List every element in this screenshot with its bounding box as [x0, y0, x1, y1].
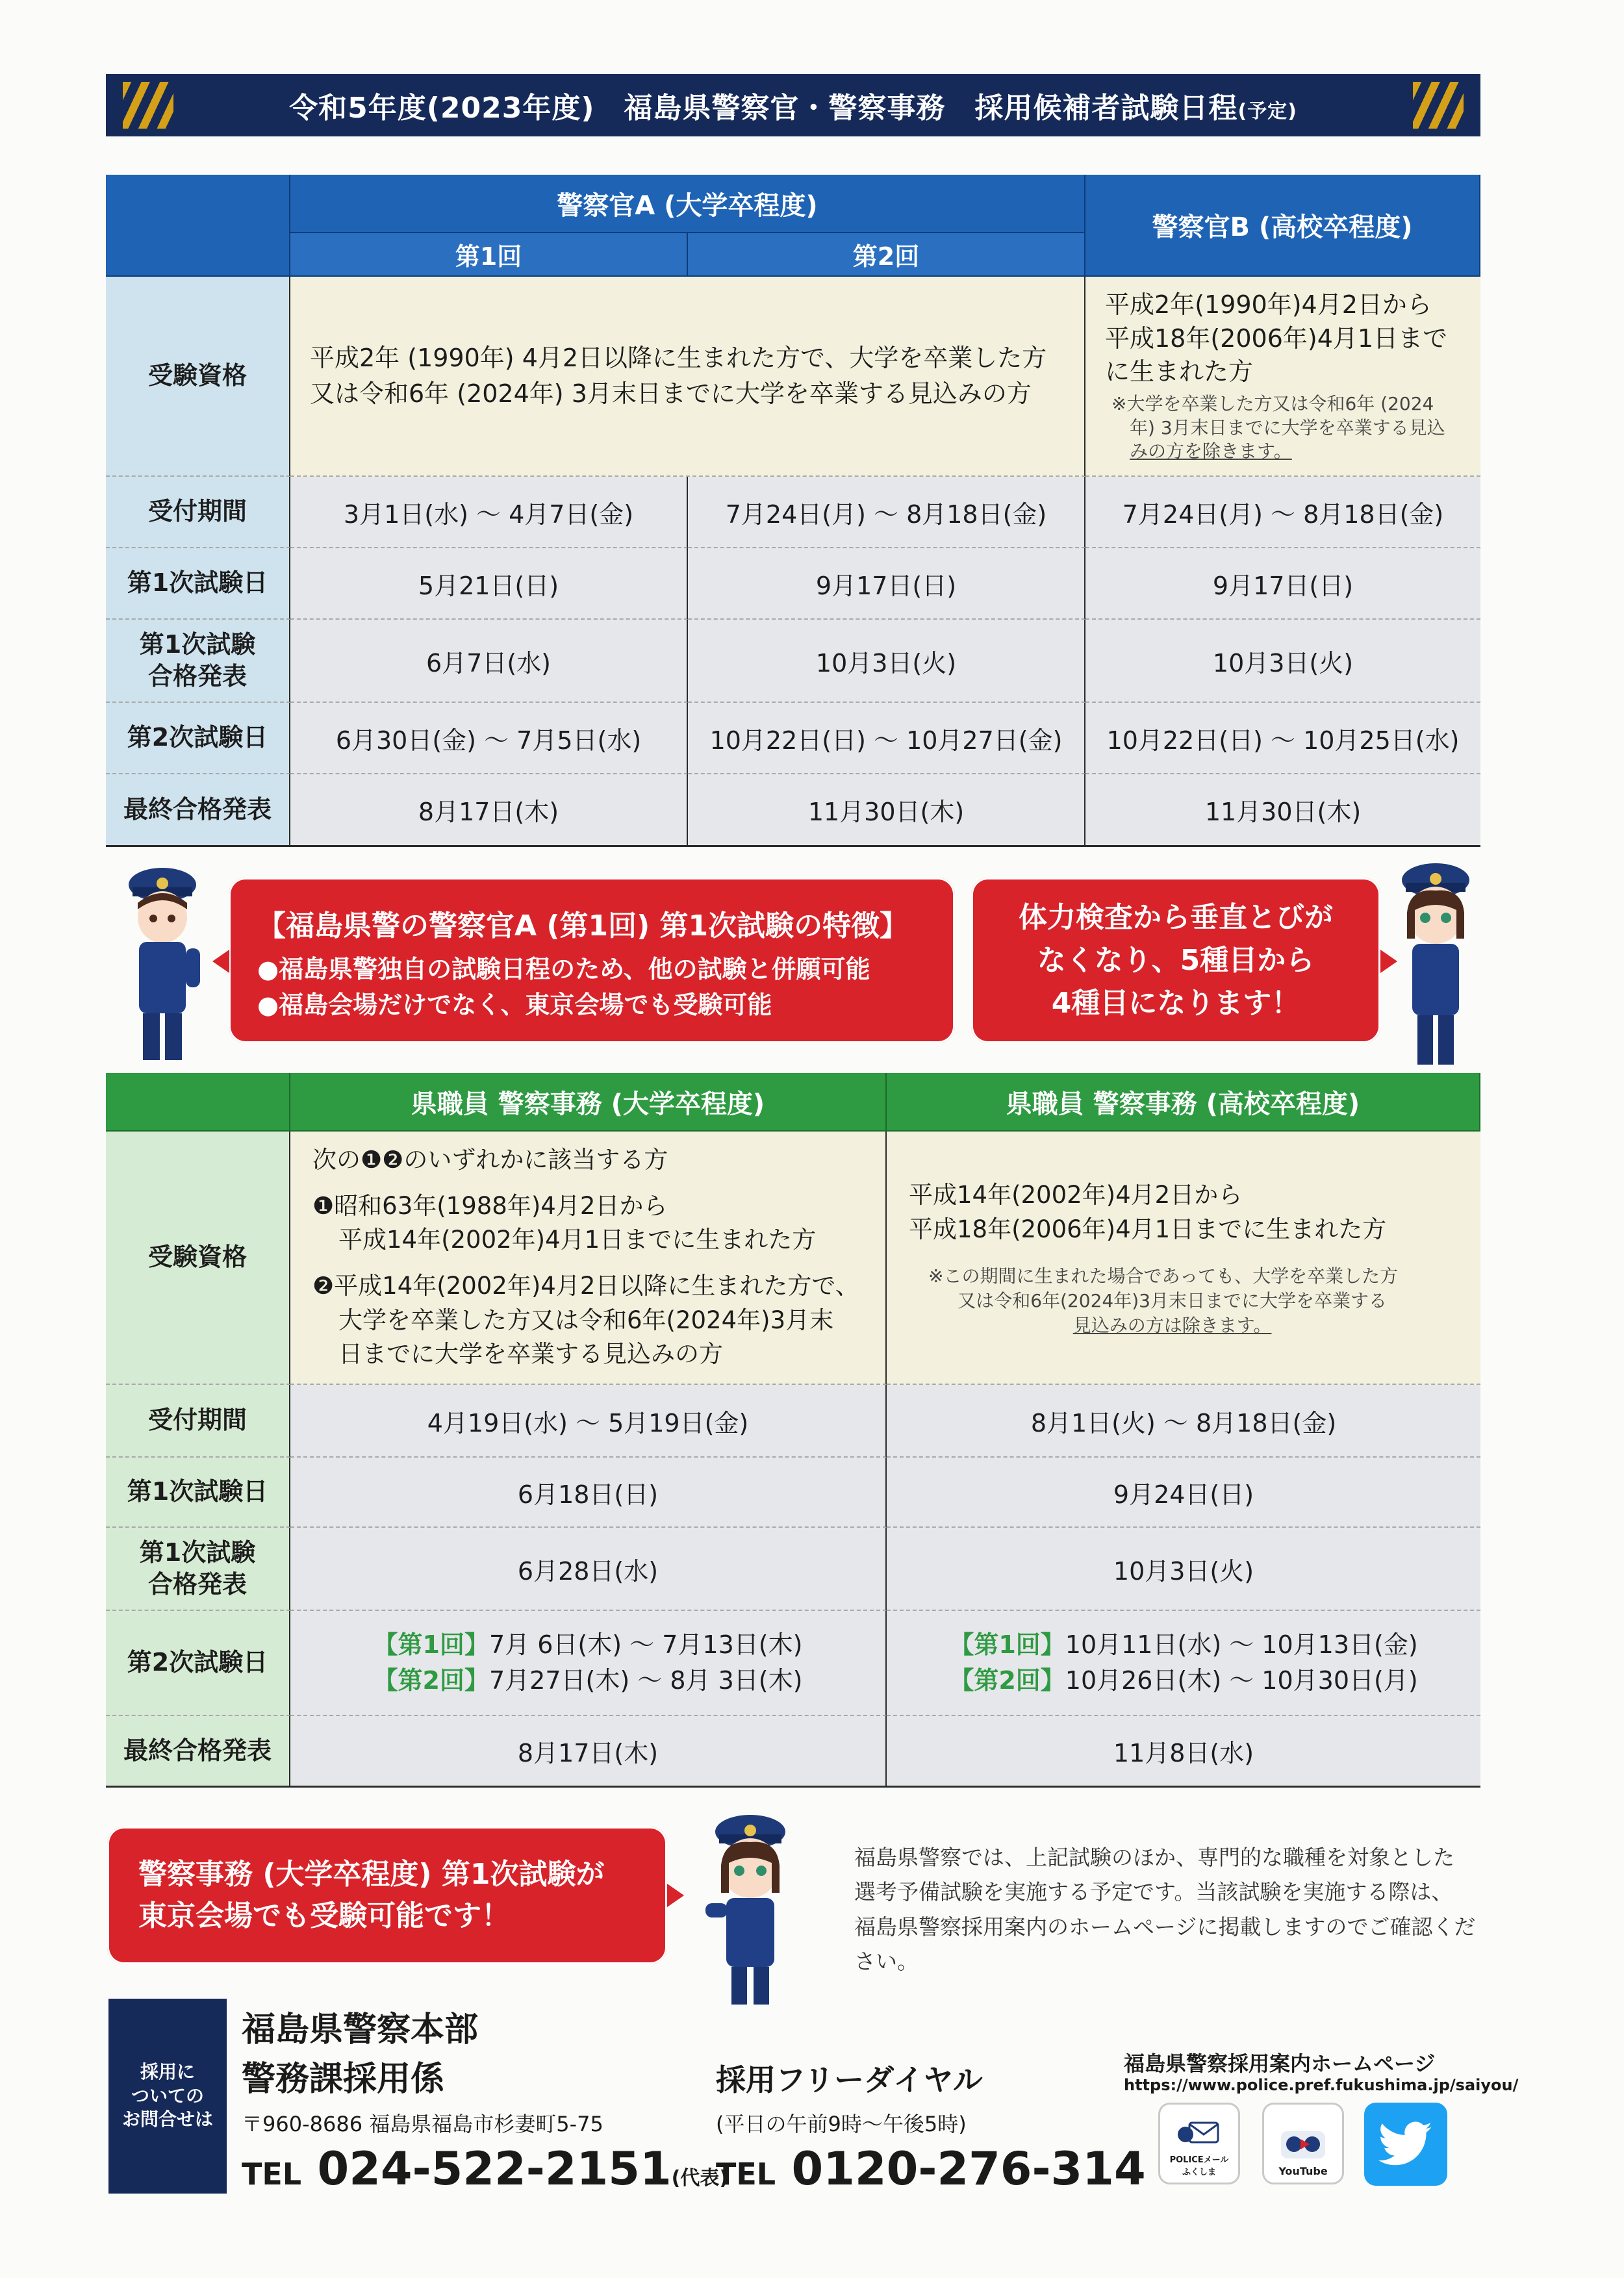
police-staff-schedule-table: [106, 1073, 1480, 1794]
header-police-a: 警察官A (大学卒程度): [290, 175, 1085, 233]
free-dial-phone[interactable]: TEL 0120-276-314: [716, 2142, 1146, 2196]
callout-pointer: [1380, 950, 1397, 973]
row-label-first-exam-results: 第1次試験 合格発表: [106, 1528, 290, 1611]
table-cell: 6月18日(日): [290, 1458, 887, 1528]
second-exam-round2: 【第2回】7月27日(木) ～ 8月 3日(木): [373, 1666, 803, 1695]
second-exam-round2: 【第2回】10月26日(木) ～ 10月30日(月): [949, 1666, 1418, 1695]
title-bar: [106, 74, 1480, 136]
row-label-first-exam-date: 第1次試験日: [106, 1458, 290, 1528]
callout-item: ●福島会場だけでなく、東京会場でも受験可能: [257, 991, 772, 1020]
table-cell: [290, 1611, 887, 1716]
row-label-second-exam-date: 第2次試験日: [106, 703, 290, 774]
callout-line: 4種目になります！: [1051, 986, 1300, 1020]
male-officer-illustration: [110, 857, 214, 1065]
callout-line: 東京会場でも受験可能です！: [138, 1899, 510, 1932]
row-label-application-period: 受付期間: [106, 477, 290, 548]
qualification-line: 平成14年(2002年)4月1日までに生まれた方: [338, 1226, 817, 1254]
tokyo-venue-callout: [107, 1827, 667, 1964]
notice-line: 選考予備試験を実施する予定です。当該試験を実施する際は、: [854, 1879, 1453, 1905]
table-cell: 11月8日(水): [887, 1716, 1480, 1788]
table-cell: 8月17日(木): [290, 774, 688, 847]
table-cell: 11月30日(木): [1085, 774, 1480, 847]
hq-name: 福島県警察本部: [242, 2010, 479, 2049]
female-officer-illustration: [695, 1806, 806, 2007]
row-label-application-period: 受付期間: [106, 1385, 290, 1458]
qualification-staff-highschool: [887, 1132, 1480, 1385]
police-a-features-callout: [229, 878, 955, 1043]
second-exam-round1: 【第1回】10月11日(水) ～ 10月13日(金): [949, 1630, 1418, 1659]
table-corner: [106, 175, 290, 277]
row-label-qualification: 受験資格: [106, 277, 290, 477]
table-cell: 4月19日(水) ～ 5月19日(金): [290, 1385, 887, 1458]
qualification-line: ❶昭和63年(1988年)4月2日から: [312, 1191, 668, 1220]
table-cell: 9月17日(日): [688, 548, 1085, 620]
table-cell: 10月3日(火): [887, 1528, 1480, 1611]
contact-label-box: 採用に ついての お問合せは: [108, 1999, 227, 2194]
qualification-b-line: 平成18年(2006年)4月1日まで: [1105, 323, 1448, 353]
header-staff-university: 県職員 警察事務 (大学卒程度): [290, 1073, 887, 1132]
qualification-b-line: 平成2年(1990年)4月2日から: [1105, 290, 1432, 320]
notice-line: 福島県警察採用案内のホームページに掲載しますのでご確認くだ: [854, 1914, 1476, 1940]
header-police-a-round2: 第2回: [688, 233, 1085, 277]
police-mail-icon[interactable]: POLICEメール ふくしま: [1158, 2103, 1240, 2184]
qualification-line: 大学を卒業した方又は令和6年(2024年)3月末: [338, 1306, 834, 1334]
callout-pointer: [667, 1884, 684, 1907]
table-corner: [106, 1073, 290, 1132]
callout-pointer: [212, 950, 229, 973]
qualification-line: ❷平成14年(2002年)4月2日以降に生まれた方で、: [312, 1272, 859, 1300]
table-cell: 9月24日(日): [887, 1458, 1480, 1528]
youtube-characters-icon: [1277, 2126, 1329, 2162]
row-label-qualification: 受験資格: [106, 1132, 290, 1385]
callout-line: 警察事務 (大学卒程度) 第1次試験が: [138, 1858, 605, 1892]
qualification-line: 平成18年(2006年)4月1日までに生まれた方: [909, 1215, 1387, 1244]
qualification-line: 平成14年(2002年)4月2日から: [909, 1180, 1243, 1209]
qualification-note: ※この期間に生まれた場合であっても、大学を卒業した方 又は令和6年(2024年)3月末日までに大学を卒業する 見込みの方は除きます。: [928, 1265, 1399, 1336]
table-cell: 6月7日(水): [290, 620, 688, 703]
table-cell: 10月22日(日) ～ 10月25日(水): [1085, 703, 1480, 774]
table-cell: 3月1日(水) ～ 4月7日(金): [290, 477, 688, 548]
homepage-url[interactable]: https://www.police.pref.fukushima.jp/saiyou/: [1124, 2076, 1519, 2094]
row-label-final-results: 最終合格発表: [106, 774, 290, 847]
homepage-title: 福島県警察採用案内ホームページ: [1124, 2051, 1436, 2076]
qualification-b-line: に生まれた方: [1105, 357, 1254, 386]
table-cell: 9月17日(日): [1085, 548, 1480, 620]
table-cell: 11月30日(木): [688, 774, 1085, 847]
qualification-line: 日までに大学を卒業する見込みの方: [338, 1340, 723, 1369]
qualification-a-line: 平成2年 (1990年) 4月2日以降に生まれた方で、大学を卒業した方: [310, 343, 1047, 372]
header-police-b: 警察官B (高校卒程度): [1085, 175, 1480, 277]
qualification-b-note: ※大学を卒業した方又は令和6年 (2024 年) 3月末日までに大学を卒業する見込 みの方を除きます。: [1111, 393, 1445, 462]
hq-department: 警務課採用係: [242, 2060, 445, 2099]
header-police-a-round1: 第1回: [290, 233, 688, 277]
other-exams-notice: [854, 1840, 1491, 1979]
table-cell: 10月22日(日) ～ 10月27日(金): [688, 703, 1085, 774]
callout-line: なくなり、5種目から: [1037, 943, 1315, 977]
twitter-icon[interactable]: [1364, 2103, 1447, 2186]
page-title: 令和5年度(2023年度) 福島県警察官・警察事務 採用候補者試験日程(予定): [289, 92, 1297, 125]
youtube-icon[interactable]: YouTube: [1262, 2103, 1344, 2184]
title-stripe-left: [123, 82, 173, 129]
table-cell: 8月1日(火) ～ 8月18日(金): [887, 1385, 1480, 1458]
free-dial-hours: (平日の午前9時～午後5時): [716, 2112, 967, 2136]
qualification-police-a: [290, 277, 1085, 477]
qualification-police-b: [1085, 277, 1480, 477]
table-cell: 7月24日(月) ～ 8月18日(金): [1085, 477, 1480, 548]
title-stripe-right: [1413, 82, 1464, 129]
table-cell: 10月3日(火): [688, 620, 1085, 703]
header-staff-highschool: 県職員 警察事務 (高校卒程度): [887, 1073, 1480, 1132]
callout-heading: 【福島県警の警察官A (第1回) 第1次試験の特徴】: [257, 909, 909, 943]
row-label-final-results: 最終合格発表: [106, 1716, 290, 1788]
hq-address: 〒960-8686 福島県福島市杉妻町5-75: [242, 2112, 603, 2136]
callout-line: 体力検査から垂直とびが: [1019, 900, 1333, 934]
table-cell: [887, 1611, 1480, 1716]
table-cell: 7月24日(月) ～ 8月18日(金): [688, 477, 1085, 548]
fitness-test-callout: [971, 878, 1380, 1043]
row-label-first-exam-results: 第1次試験 合格発表: [106, 620, 290, 703]
free-dial-label: 採用フリーダイヤル: [716, 2062, 983, 2097]
table-cell: 6月28日(水): [290, 1528, 887, 1611]
main-phone[interactable]: TEL 024-522-2151(代表): [242, 2142, 729, 2196]
mail-icon: [1176, 2118, 1222, 2150]
table-cell: 5月21日(日): [290, 548, 688, 620]
table-cell: 8月17日(木): [290, 1716, 887, 1788]
table-cell: 6月30日(金) ～ 7月5日(水): [290, 703, 688, 774]
police-officer-schedule-table: [106, 175, 1480, 847]
twitter-bird-icon: [1378, 2121, 1433, 2167]
second-exam-round1: 【第1回】7月 6日(木) ～ 7月13日(木): [373, 1630, 803, 1659]
notice-line: 福島県警察では、上記試験のほか、専門的な職種を対象とした: [854, 1845, 1454, 1870]
qualification-line: 次の❶❷のいずれかに該当する方: [312, 1146, 668, 1174]
notice-line: さい。: [854, 1949, 919, 1975]
female-officer-illustration: [1384, 854, 1488, 1069]
callout-item: ●福島県警独自の試験日程のため、他の試験と併願可能: [257, 955, 870, 983]
qualification-staff-university: [290, 1132, 887, 1385]
row-label-first-exam-date: 第1次試験日: [106, 548, 290, 620]
qualification-a-line: 又は令和6年 (2024年) 3月末日までに大学を卒業する見込みの方: [310, 379, 1032, 408]
table-cell: 10月3日(火): [1085, 620, 1480, 703]
row-label-second-exam-date: 第2次試験日: [106, 1611, 290, 1716]
